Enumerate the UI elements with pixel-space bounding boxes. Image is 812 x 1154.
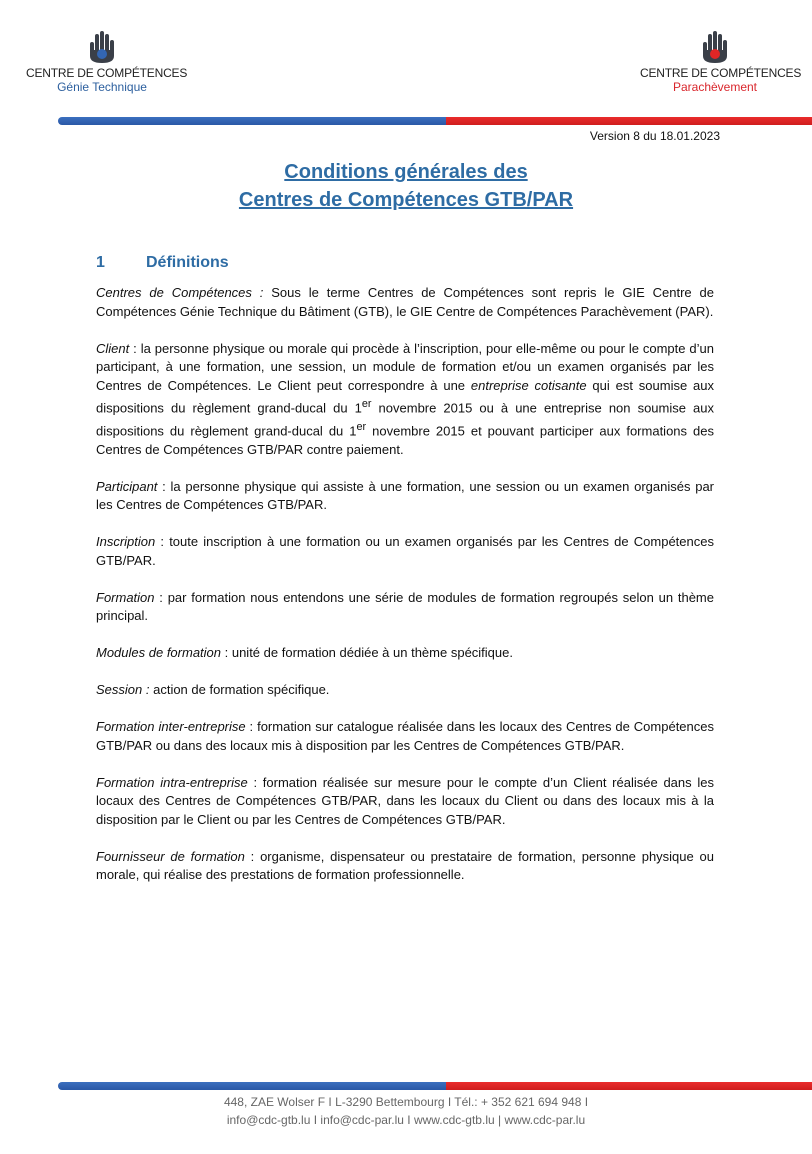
definition-emphasis: entreprise cotisante [470, 377, 587, 393]
definition-term: Formation [96, 589, 155, 605]
definition-text: : formation sur catalogue réalisée dans les locaux des Centres de Compétences GTB/PAR ou dans des locaux mis à disposition par les Centres de Compétences GTB/PAR. [96, 719, 714, 753]
definition-paragraph [96, 848, 714, 885]
footer-address: 448, ZAE Wolser F I L-3290 Bettembourg I Tél.: + 352 621 694 948 I [223, 1095, 589, 1109]
band-blue [58, 1082, 446, 1090]
definition-text: action de formation spécifique. [149, 682, 330, 698]
definition-term: Modules de formation [96, 645, 222, 661]
definition-term: Fournisseur de formation [96, 848, 245, 864]
left-logo-org: CENTRE DE COMPÉTENCES [26, 66, 188, 80]
section-heading [96, 254, 229, 272]
document-title [0, 158, 812, 214]
definition-paragraph [96, 533, 714, 570]
right-logo-org: CENTRE DE COMPÉTENCES [640, 66, 802, 80]
definition-paragraph [96, 340, 714, 460]
definition-term: Centres de Compétences : [96, 285, 264, 300]
section-number: 1 [96, 254, 105, 271]
superscript: er [356, 420, 367, 433]
header-color-band [58, 117, 812, 125]
hand-logo-icon [87, 28, 117, 64]
definition-term: Formation inter-entreprise [96, 719, 246, 735]
title-line-1: Conditions générales des [284, 161, 528, 183]
hand-logo-icon [700, 28, 730, 64]
definition-term: Formation intra-entreprise [96, 774, 248, 790]
left-logo-sub: Génie Technique [57, 80, 147, 94]
definition-text: : toute inscription à une formation ou un examen organisés par les Centres de Compétences GTB/PAR. [96, 534, 714, 568]
definition-text: qui est soumise aux dispositions du règlement grand-ducal du 1 [96, 377, 714, 416]
definition-paragraph [96, 774, 714, 830]
section-title: Définitions [146, 254, 229, 271]
definition-paragraph [96, 284, 714, 321]
right-logo-sub: Parachèvement [672, 80, 758, 94]
footer-color-band [58, 1082, 812, 1090]
definition-text: : formation réalisée sur mesure pour le compte d’un Client réalisée dans les locaux des Centres de Compétences GTB/PAR, dans les locaux du Client ou dans des locaux mis à la disposition par le Client ou par les Centres de Compétences GTB/PAR. [96, 774, 715, 827]
logo-parachevement [640, 28, 802, 94]
logo-genie-technique [26, 28, 188, 94]
band-red [446, 117, 812, 125]
definitions-body [96, 284, 714, 903]
definition-term: Inscription [96, 534, 156, 550]
definition-term: Client [96, 340, 130, 356]
title-line-2: Centres de Compétences GTB/PAR [238, 189, 574, 211]
definition-paragraph [96, 718, 714, 755]
footer-links: info@cdc-gtb.lu I info@cdc-par.lu I www.cdc-gtb.lu | www.cdc-par.lu [226, 1113, 586, 1127]
definition-paragraph [96, 644, 714, 663]
footer-contact [0, 1093, 812, 1129]
definition-paragraph [96, 589, 714, 626]
definition-text: novembre 2015 ou à une entreprise non soumise aux dispositions du règlement grand-ducal du 1 [96, 400, 714, 439]
version-label: Version 8 du 18.01.2023 [589, 129, 720, 143]
superscript: er [361, 398, 372, 410]
definition-term: Participant [96, 478, 158, 494]
band-red [446, 1082, 812, 1090]
definition-text: : unité de formation dédiée à un thème spécifique. [221, 645, 513, 661]
definition-paragraph [96, 681, 714, 700]
definition-text: : la personne physique qui assiste à une formation, une session ou un examen organisés par les Centres de Compétences GTB/PAR. [96, 478, 714, 513]
definition-text: : organisme, dispensateur ou prestataire de formation, personne physique ou morale, qui réalise des prestations de formation professionnelle. [96, 848, 714, 883]
definition-text: : par formation nous entendons une série de modules de formation regroupés selon un thème principal. [96, 589, 714, 624]
definition-term: Session : [96, 682, 150, 698]
definition-text: : la personne physique ou morale qui procède à l’inscription, pour elle-même ou pour le compte d’un participant, à une formation, une session, un module de formation et/ou un examen organisés par les Centres de Compétences. Le Client peut correspondre à une [96, 340, 714, 393]
definition-text: Sous le terme Centres de Compétences sont repris le GIE Centre de Compétences Génie Technique du Bâtiment (GTB), le GIE Centre de Compétences Parachèvement (PAR). [96, 285, 714, 319]
definition-text: novembre 2015 et pouvant participer aux formations des Centres de Compétences GTB/PAR contre paiement. [96, 423, 714, 457]
definition-paragraph [96, 478, 714, 515]
band-blue [58, 117, 446, 125]
